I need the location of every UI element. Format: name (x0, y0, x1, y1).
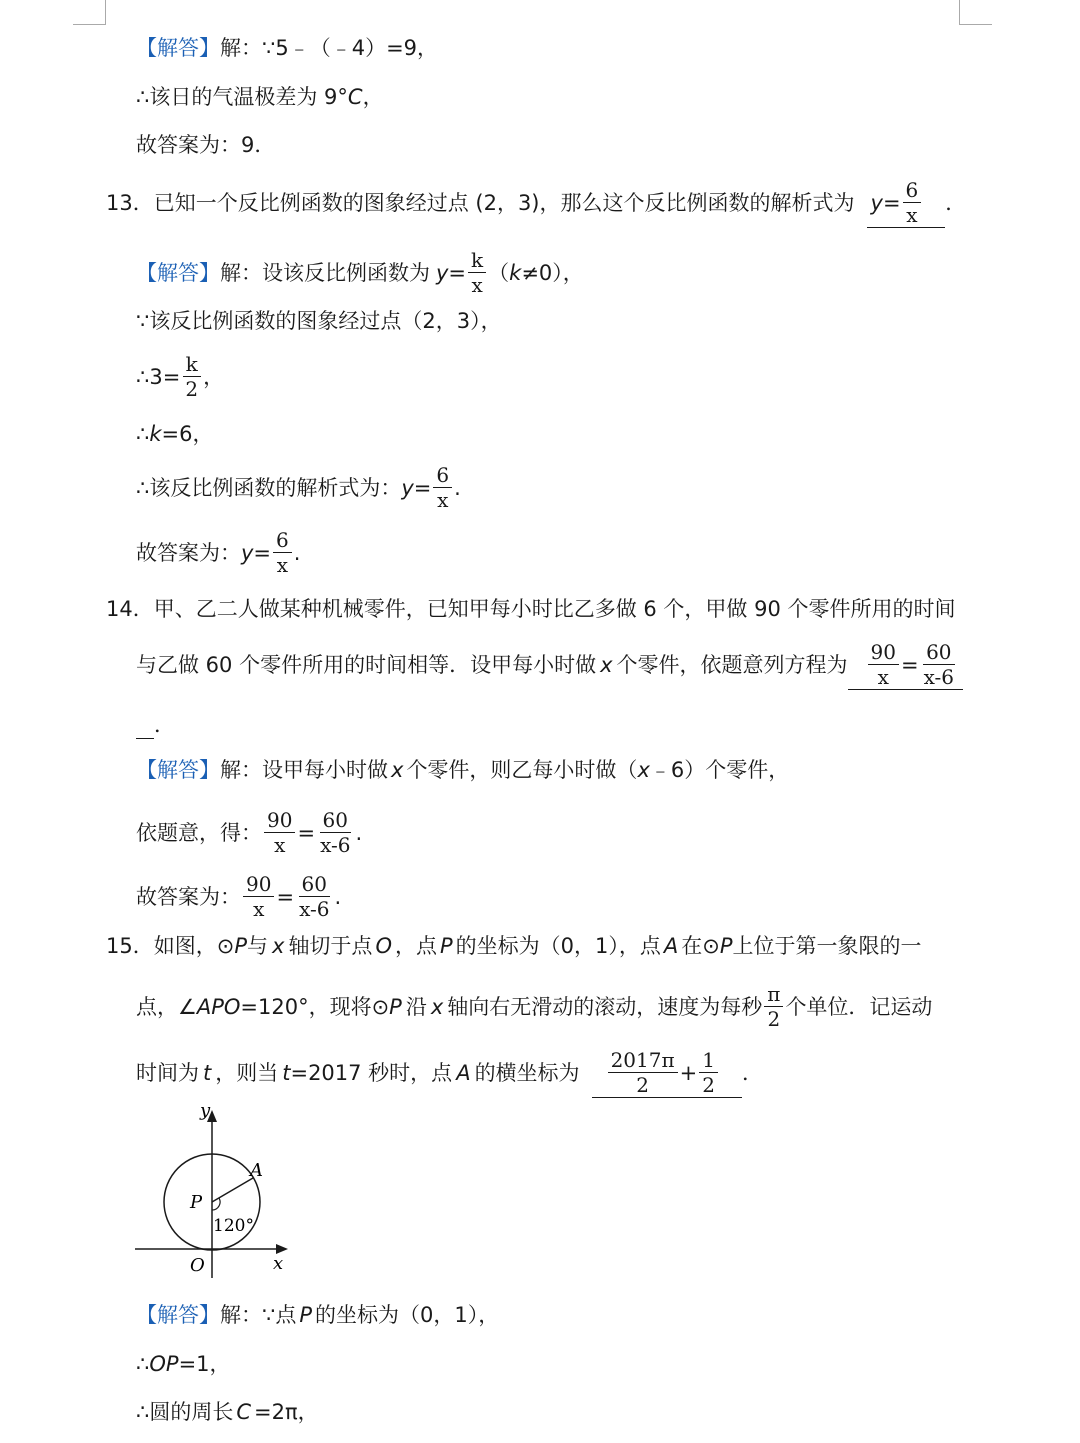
text: . (293, 540, 301, 565)
text: ∴ (136, 1352, 150, 1376)
answer-blank (592, 1048, 742, 1098)
denominator: x-6 (923, 665, 954, 689)
text: 故答案为： (136, 540, 241, 565)
text: ﹣6）个零件， (649, 758, 790, 782)
numerator: 2017π (608, 1048, 678, 1073)
text: 轴向右无滑动的滚动，速度为每秒 (447, 994, 763, 1019)
numerator: π (764, 982, 783, 1007)
label-y: y (200, 1100, 211, 1121)
denominator: x-6 (299, 897, 330, 921)
fraction (317, 808, 353, 857)
question-15-line-1 (106, 931, 922, 961)
circle-figure (130, 1098, 300, 1278)
solution-tag: 【解答】 (136, 1303, 220, 1327)
text: =1， (178, 1352, 231, 1376)
radius-pa (212, 1178, 253, 1202)
text: ， (362, 85, 384, 109)
numerator: 90 (868, 640, 899, 665)
text: = (276, 884, 295, 909)
denominator: 2 (702, 1073, 715, 1097)
text: . (454, 475, 461, 500)
label-angle: 120° (213, 1216, 254, 1236)
fraction (296, 872, 332, 921)
text: A (456, 1061, 471, 1085)
text: 上位于第一象限的一 (732, 934, 922, 958)
text: 解：∵5﹣（﹣4）=9， (220, 36, 439, 60)
text: ，点 (394, 934, 437, 958)
text: ∵该反比例函数的图象经过点（2，3）， (136, 309, 502, 333)
text: t (203, 1061, 212, 1085)
text: = (900, 652, 919, 677)
text: 解：∵点 (220, 1303, 297, 1327)
text: 的坐标为（0，1），点 (455, 934, 661, 958)
text: x (430, 994, 444, 1019)
text: y= (870, 190, 901, 215)
denominator: x-6 (320, 833, 351, 857)
text: k (149, 422, 162, 446)
fraction (433, 463, 452, 512)
fraction (243, 872, 274, 921)
q14-solution-line-1 (136, 755, 789, 785)
text: x (600, 653, 613, 677)
text: =120°，现将⊙ (240, 994, 390, 1019)
question-14-line-3 (136, 710, 175, 740)
text: 15．如图，⊙ (106, 934, 235, 958)
q13-solution-line-3 (136, 352, 224, 401)
text: C (236, 1400, 252, 1424)
text: 沿 (405, 994, 427, 1019)
q15-solution-line-3 (136, 1397, 319, 1427)
numerator: k (468, 248, 486, 273)
text: 与 (247, 934, 268, 958)
text: APO (196, 994, 241, 1019)
text: + (679, 1060, 698, 1085)
text: P (299, 1303, 313, 1327)
question-13 (106, 178, 966, 228)
numerator: 6 (903, 178, 922, 203)
text: ∴3= (136, 364, 181, 389)
text: =2017 秒时，点 (290, 1061, 453, 1085)
denominator: x (437, 488, 449, 512)
text: x (637, 758, 650, 782)
question-text: 13．已知一个反比例函数的图象经过点 (2，3)，那么这个反比例函数的解析式为 (106, 191, 855, 215)
q14-solution-line-3 (136, 872, 341, 921)
text: P (439, 934, 453, 958)
text: =6， (161, 422, 214, 446)
numerator: 1 (699, 1048, 718, 1073)
text: 依题意，得： (136, 820, 262, 845)
label-a: A (250, 1160, 263, 1181)
text: 时间为 (136, 1061, 199, 1085)
text: ∴圆的周长 (136, 1400, 234, 1424)
fraction (468, 248, 486, 297)
label-o: O (190, 1255, 205, 1276)
text: （ (488, 260, 510, 285)
numerator: 60 (299, 872, 330, 897)
text: . (355, 820, 363, 845)
numerator: k (183, 352, 201, 377)
q13-solution-line-2 (136, 306, 502, 336)
fraction (273, 528, 292, 577)
text: P (719, 934, 733, 958)
answer-blank (867, 178, 946, 228)
fraction (264, 808, 295, 857)
q13-solution-line-5 (136, 463, 461, 512)
text: y= (436, 260, 467, 285)
page-corner-mark-right (959, 0, 992, 25)
text: 个单位．记运动 (785, 994, 933, 1019)
denominator: 2 (185, 377, 199, 401)
prev-solution-line-2 (136, 82, 384, 112)
q13-solution-line-1 (136, 248, 584, 297)
text: P (389, 994, 402, 1019)
numerator: 60 (923, 640, 954, 665)
numerator: 90 (264, 808, 295, 833)
text: 个零件，则乙每小时做（ (406, 758, 638, 782)
text: ∴ (136, 422, 150, 446)
solution-tag: 【解答】 (136, 260, 220, 285)
q14-solution-line-2 (136, 808, 362, 857)
text: = (297, 820, 316, 845)
text: . (334, 884, 342, 909)
answer-blank-tail (136, 712, 154, 739)
fraction (182, 352, 201, 401)
numerator: 90 (243, 872, 274, 897)
fraction (699, 1048, 718, 1097)
numerator: 6 (273, 528, 292, 553)
text: 与乙做 60 个零件所用的时间相等．设甲每小时做 (136, 653, 597, 677)
text: P (234, 934, 247, 958)
text: O (375, 934, 392, 958)
q13-solution-line-6 (136, 528, 300, 577)
question-15-line-2 (136, 982, 932, 1031)
prev-solution-line-3 (136, 130, 275, 160)
fraction (608, 1048, 678, 1097)
page-corner-mark-left (73, 0, 106, 25)
text: x (391, 758, 404, 782)
question-14-line-1 (106, 594, 956, 624)
text: OP (149, 1352, 179, 1376)
text: 故答案为：9． (136, 133, 276, 157)
text: 在⊙ (681, 934, 720, 958)
label-x: x (273, 1253, 284, 1274)
text: ． (154, 713, 175, 737)
answer-blank (848, 640, 963, 690)
text: ． (945, 191, 967, 215)
text: y= (401, 475, 432, 500)
text: 个零件，依题意列方程为 (616, 653, 848, 677)
denominator: 2 (767, 1007, 781, 1031)
text: ． (741, 1061, 763, 1085)
numerator: 60 (320, 808, 351, 833)
denominator: x (274, 833, 286, 857)
question-14-line-2 (136, 640, 963, 690)
fraction (868, 640, 899, 689)
text: t (282, 1061, 291, 1085)
denominator: x (877, 665, 889, 689)
text: ∴该反比例函数的解析式为： (136, 475, 402, 500)
question-15-line-3 (136, 1048, 763, 1098)
text: A (663, 934, 679, 958)
text: ∴该日的气温极差为 9° (136, 85, 348, 109)
text: C (347, 85, 363, 109)
text: x (272, 934, 285, 958)
text: ≠0）， (521, 260, 584, 285)
denominator: x (276, 553, 289, 577)
text: 的坐标为（0，1）， (315, 1303, 500, 1327)
prev-solution-line-1 (136, 33, 438, 63)
q13-solution-line-4 (136, 419, 214, 449)
question-text: 14．甲、乙二人做某种机械零件，已知甲每小时比乙多做 6 个，甲做 90 个零件所用的时间 (106, 597, 956, 621)
text: k (509, 260, 522, 285)
text: 的横坐标为 (474, 1061, 580, 1085)
text: 轴切于点 (288, 934, 373, 958)
denominator: x (906, 203, 918, 227)
solution-tag: 【解答】 (136, 758, 220, 782)
text: 解：设甲每小时做 (220, 758, 388, 782)
text: 点，∠ (136, 994, 197, 1019)
denominator: x (471, 273, 483, 297)
fraction (921, 640, 957, 689)
text: ，则当 (215, 1061, 279, 1085)
numerator: 6 (433, 463, 452, 488)
text: 解：设该反比例函数为 (220, 260, 430, 285)
denominator: x (253, 897, 265, 921)
text: y= (241, 540, 272, 565)
text: 故答案为： (136, 884, 241, 909)
text: ， (203, 364, 225, 389)
denominator: 2 (636, 1073, 649, 1097)
solution-tag: 【解答】 (136, 36, 220, 60)
text: =2π， (254, 1400, 319, 1424)
fraction (903, 178, 922, 227)
q15-solution-line-2 (136, 1349, 231, 1379)
label-p: P (190, 1192, 203, 1213)
fraction (764, 982, 783, 1031)
q15-solution-line-1 (136, 1300, 499, 1330)
